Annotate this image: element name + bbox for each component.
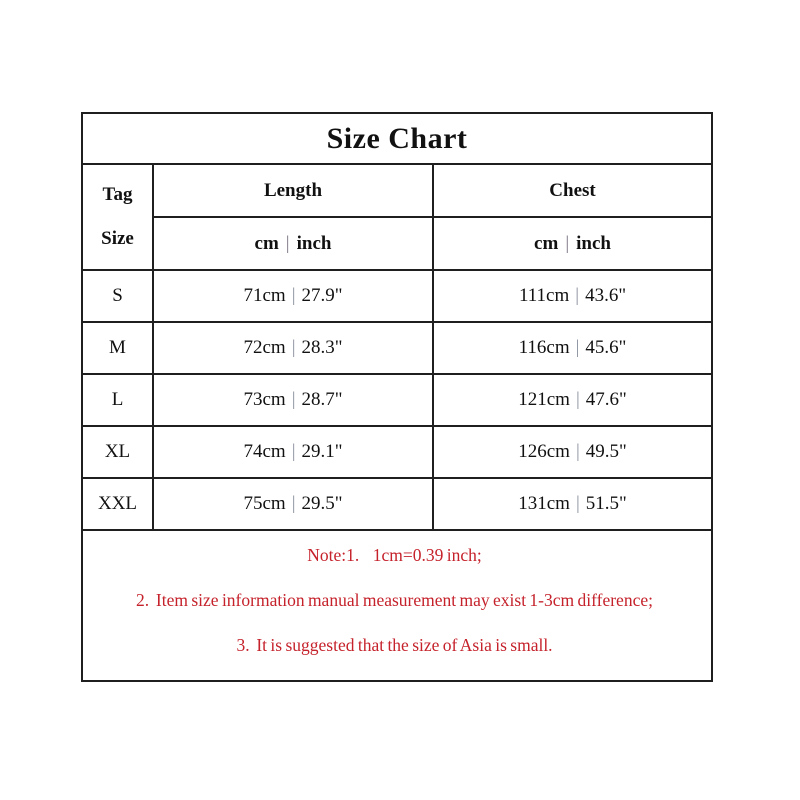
pipe-separator: | <box>575 441 580 462</box>
size-label: M <box>82 322 153 374</box>
size-label: S <box>82 270 153 322</box>
chest-inch: 47.6" <box>585 389 627 410</box>
table-header-row <box>82 164 712 217</box>
length-value <box>153 322 433 374</box>
corner-line-tag: Tag <box>102 184 133 205</box>
chest-value <box>433 270 712 322</box>
chest-cm: 131cm <box>518 493 570 514</box>
unit-header-length <box>153 217 433 270</box>
chest-value <box>433 374 712 426</box>
table-unit-row <box>82 217 712 270</box>
table-row-xxl <box>82 478 712 530</box>
length-inch: 28.7" <box>301 389 343 410</box>
length-cm: 74cm <box>243 441 286 462</box>
column-header-chest: Chest <box>433 164 712 217</box>
unit-header-chest <box>433 217 712 270</box>
chest-inch: 43.6" <box>585 285 627 306</box>
note-line-2: 2. Item size information manual measurement may exist 1-3cm difference; <box>136 590 653 610</box>
unit-inch-label: inch <box>296 232 332 254</box>
pipe-separator: | <box>575 285 580 306</box>
length-cm: 73cm <box>243 389 286 410</box>
pipe-separator: | <box>575 493 580 514</box>
length-cm: 71cm <box>243 285 286 306</box>
pipe-separator: | <box>291 285 296 306</box>
pipe-separator: | <box>291 337 296 358</box>
table-title-row <box>82 113 712 164</box>
size-chart-table <box>81 112 713 682</box>
corner-header-tag-size <box>82 164 153 270</box>
chest-value <box>433 322 712 374</box>
chest-cm: 126cm <box>518 441 570 462</box>
length-value <box>153 270 433 322</box>
page-title: Size Chart <box>82 113 712 164</box>
unit-inch-label: inch <box>576 232 611 254</box>
notes-section <box>82 530 712 681</box>
length-value <box>153 426 433 478</box>
pipe-separator: | <box>291 389 296 410</box>
length-inch: 27.9" <box>301 285 343 306</box>
chest-cm: 111cm <box>518 285 570 306</box>
chest-inch: 49.5" <box>585 441 627 462</box>
chest-cm: 116cm <box>518 337 570 358</box>
length-inch: 29.1" <box>301 441 343 462</box>
size-label: XL <box>82 426 153 478</box>
pipe-separator: | <box>291 493 296 514</box>
unit-cm-label: cm <box>254 232 279 254</box>
table-row-l <box>82 374 712 426</box>
length-inch: 28.3" <box>301 337 343 358</box>
length-cm: 75cm <box>243 493 286 514</box>
length-value <box>153 374 433 426</box>
corner-line-size: Size <box>101 228 134 249</box>
table-notes-row <box>82 530 712 681</box>
length-inch: 29.5" <box>301 493 343 514</box>
chest-value <box>433 426 712 478</box>
chest-inch: 51.5" <box>585 493 627 514</box>
table-row-m <box>82 322 712 374</box>
pipe-separator: | <box>575 337 580 358</box>
length-value <box>153 478 433 530</box>
size-label: L <box>82 374 153 426</box>
unit-cm-label: cm <box>534 232 559 254</box>
chest-value <box>433 478 712 530</box>
column-header-length: Length <box>153 164 433 217</box>
pipe-separator: | <box>285 232 290 254</box>
pipe-separator: | <box>565 232 570 254</box>
pipe-separator: | <box>291 441 296 462</box>
table-row-s <box>82 270 712 322</box>
length-cm: 72cm <box>243 337 286 358</box>
size-label: XXL <box>82 478 153 530</box>
chest-cm: 121cm <box>518 389 570 410</box>
note-line-1: Note:1. 1cm=0.39 inch; <box>307 545 482 565</box>
chest-inch: 45.6" <box>585 337 627 358</box>
pipe-separator: | <box>575 389 580 410</box>
table-row-xl <box>82 426 712 478</box>
note-line-3: 3. It is suggested that the size of Asia is small. <box>236 635 553 655</box>
